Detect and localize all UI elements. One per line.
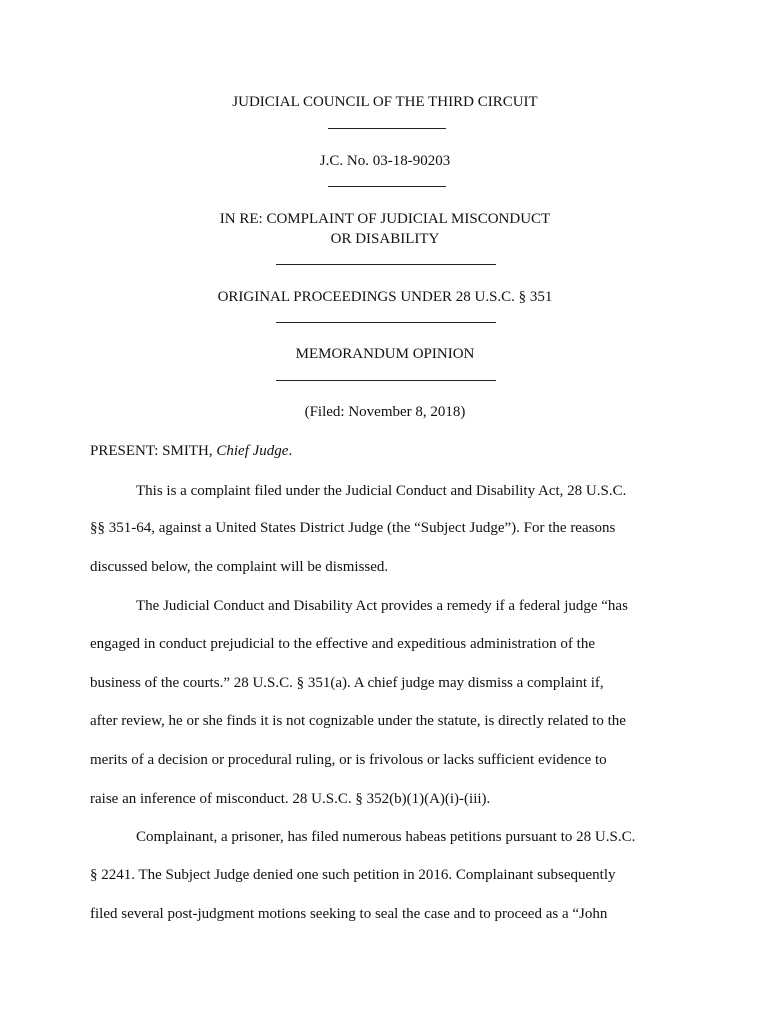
body-line: filed several post-judgment motions seeking to seal the case and to proceed as a “John [90, 906, 608, 922]
court-name: JUDICIAL COUNCIL OF THE THIRD CIRCUIT [232, 94, 538, 110]
separator-rule [276, 264, 496, 265]
present-title: Chief Judge [216, 443, 289, 459]
present-line [90, 443, 292, 460]
present-suffix: . [288, 443, 293, 459]
proceedings-title: ORIGINAL PROCEEDINGS UNDER 28 U.S.C. § 351 [217, 289, 553, 305]
caption-line-2: OR DISABILITY [330, 231, 440, 247]
body-line: Complainant, a prisoner, has filed numerous habeas petitions pursuant to 28 U.S.C. [136, 829, 636, 845]
body-line: raise an inference of misconduct. 28 U.S.C. § 352(b)(1)(A)(i)-(iii). [90, 791, 491, 807]
document-type: MEMORANDUM OPINION [295, 346, 475, 362]
body-line: discussed below, the complaint will be dismissed. [90, 559, 389, 575]
body-line: The Judicial Conduct and Disability Act provides a remedy if a federal judge “has [136, 598, 628, 614]
separator-rule [328, 128, 446, 129]
case-number: J.C. No. 03-18-90203 [319, 153, 451, 169]
body-line: engaged in conduct prejudicial to the effective and expeditious administration of the [90, 636, 595, 652]
body-line: after review, he or she finds it is not cognizable under the statute, is directly related to the [90, 713, 626, 729]
separator-rule [276, 380, 496, 381]
present-prefix: PRESENT: SMITH, [90, 443, 217, 459]
caption-line-1: IN RE: COMPLAINT OF JUDICIAL MISCONDUCT [219, 211, 551, 227]
body-line: business of the courts.” 28 U.S.C. § 351(a). A chief judge may dismiss a complaint if, [90, 675, 604, 691]
body-line: § 2241. The Subject Judge denied one such petition in 2016. Complainant subsequently [90, 867, 616, 883]
body-line: §§ 351-64, against a United States District Judge (the “Subject Judge”). For the reasons [90, 520, 616, 536]
filed-date: (Filed: November 8, 2018) [304, 404, 466, 420]
separator-rule [328, 186, 446, 187]
body-line: This is a complaint filed under the Judicial Conduct and Disability Act, 28 U.S.C. [136, 483, 627, 499]
body-line: merits of a decision or procedural ruling, or is frivolous or lacks sufficient evidence to [90, 752, 607, 768]
separator-rule [276, 322, 496, 323]
